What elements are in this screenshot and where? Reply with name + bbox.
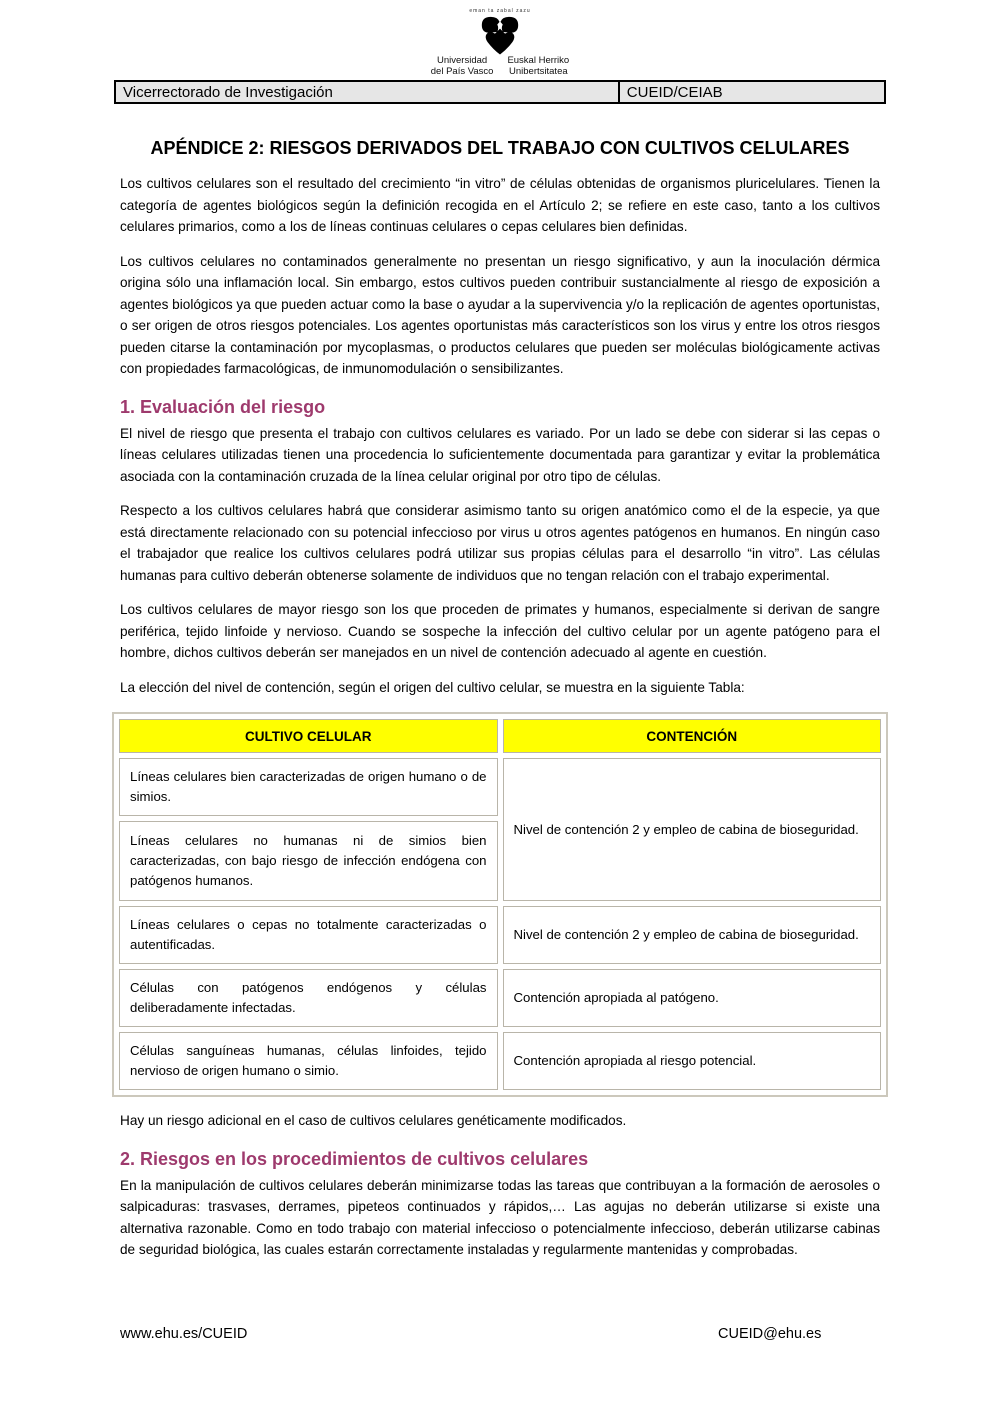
paragraph-intro-1: Los cultivos celulares son el resultado del crecimiento “in vitro” de células obtenidas de organismos pluricelulares. Tienen la categoría de agentes biológicos según la definición recogida en el Artículo 2; se refiere en este caso, tanto a los cultivos celulares primarios, como a los de líneas continuas celulares o cepas celulares bien definidas. [120,176,880,234]
logo-name-basque: Euskal Herriko Unibertsitatea [507,55,570,77]
document-header-bar [114,80,886,104]
document-body [120,136,880,1261]
table-row [119,1032,881,1090]
containment-levels-table [112,712,888,1097]
logo-motto-text: eman ta zabal zazu [469,8,531,14]
page-footer [120,1326,880,1342]
footer-website: www.ehu.es/CUEID [120,1326,248,1342]
footer-email: CUEID@ehu.es [718,1326,822,1342]
cell-cultivo: Líneas celulares o cepas no totalmente caracterizadas o autentificadas. [119,906,498,964]
section-2-heading: 2. Riesgos en los procedimientos de cultivos celulares [120,1148,589,1169]
cell-contencion: Contención apropiada al patógeno. [503,969,882,1027]
table-row [119,906,881,964]
cell-cultivo: Líneas celulares bien caracterizadas de origen humano o de simios. [119,758,498,816]
cell-cultivo: Células con patógenos endógenos y células deliberadamente infectadas. [119,969,498,1027]
university-logo [0,0,1000,77]
section-1-paragraph-1: El nivel de riesgo que presenta el trabajo con cultivos celulares es variado. Por un lado se debe con siderar si las cepas o líneas celulares utilizadas tienen una procedencia lo suficientemente documentada para garantizar y evitar la problemática asociada con la contaminación cruzada de la línea celular original por otro tipo de células. [120,425,880,484]
section-1-heading: 1. Evaluación del riesgo [120,396,326,417]
logo-name-spanish: Universidad del País Vasco [430,55,494,77]
paragraph-after-table: Hay un riesgo adicional en el caso de cultivos celulares genéticamente modificados. [120,1113,627,1128]
section-1-paragraph-3: Los cultivos celulares de mayor riesgo son los que proceden de primates y humanos, especialmente si derivan de sangre periférica, tejido linfoide y nervioso. Cuando se sospeche la infección del cultivo celular por un agente patógeno para el hombre, dichos cultivos deberán ser manejados en un nivel de contención adecuado al agente en cuestión. [120,602,880,660]
section-1-paragraph-4: La elección del nivel de contención, según el origen del cultivo celular, se muestra en la siguiente Tabla: [120,679,745,695]
cell-contencion: Nivel de contención 2 y empleo de cabina de bioseguridad. [503,758,882,901]
section-2-paragraph-1: En la manipulación de cultivos celulares deberán minimizarse todas las tareas que contribuyan a la formación de aerosoles o salpicaduras: trasvases, derrames, pipeteos continuados y rápidos,… Las agujas no deberán utilizarse si existe una alternativa razonable. Como en todo trabajo con material infeccioso o potencialmente infeccioso, deberán utilizarse cabinas de seguridad biológica, las cuales estarán correctamente instaladas y regularmente mantenidas y comprobadas. [120,1177,880,1257]
column-header-cultivo: CULTIVO CELULAR [119,719,498,753]
table-row [119,969,881,1027]
paragraph-intro-2: Los cultivos celulares no contaminados generalmente no presentan un riesgo significativo, y aun la inoculación dérmica origina sólo una inflamación local. Sin embargo, estos cultivos pueden contribuir sustancialmente al riesgo de exposición a agentes biológicos ya que pueden actuar como la base o ayudar a la supervivencia y/o la replicación de agentes oportunistas, o ser origen de otros riesgos potenciales. Los agentes oportunistas más característicos son los virus y entre los otros riesgos pueden citarse la contaminación por mycoplasmas, o productos celulares que pueden ser moléculas biológicamente activas con propiedades farmacológicas, de inmunomodulación o sensibilizantes. [120,253,880,376]
section-1-paragraph-2: Respecto a los cultivos celulares habrá que considerar asimismo tanto su origen anatómico como el de la especie, ya que está directamente relacionado con su potencial infeccioso por virus u otros agentes patógenos en humanos. En ningún caso el trabajador que realice los cultivos celulares podrá utilizar sus propias células para el desarrollo “in vitro”. Las células humanas para cultivo deberán obtenerse solamente de individuos que no tengan relación con el trabajo experimental. [120,503,880,583]
table-row [119,758,881,816]
cell-cultivo: Líneas celulares no humanas ni de simios bien caracterizadas, con bajo riesgo de infección endógena con patógenos humanos. [119,821,498,901]
table-header-row [119,719,881,753]
column-header-contencion: CONTENCIÓN [503,719,882,753]
page-title: APÉNDICE 2: RIESGOS DERIVADOS DEL TRABAJO CON CULTIVOS CELULARES [150,138,850,158]
cell-cultivo: Células sanguíneas humanas, células linfoides, tejido nervioso de origen humano o simio. [119,1032,498,1090]
header-department: Vicerrectorado de Investigación [116,82,620,102]
cell-contencion: Nivel de contención 2 y empleo de cabina de bioseguridad. [503,906,882,964]
header-unit-code: CUEID/CEIAB [626,83,723,101]
cell-contencion: Contención apropiada al riesgo potencial. [503,1032,882,1090]
upv-ehu-logo-icon [477,15,523,55]
